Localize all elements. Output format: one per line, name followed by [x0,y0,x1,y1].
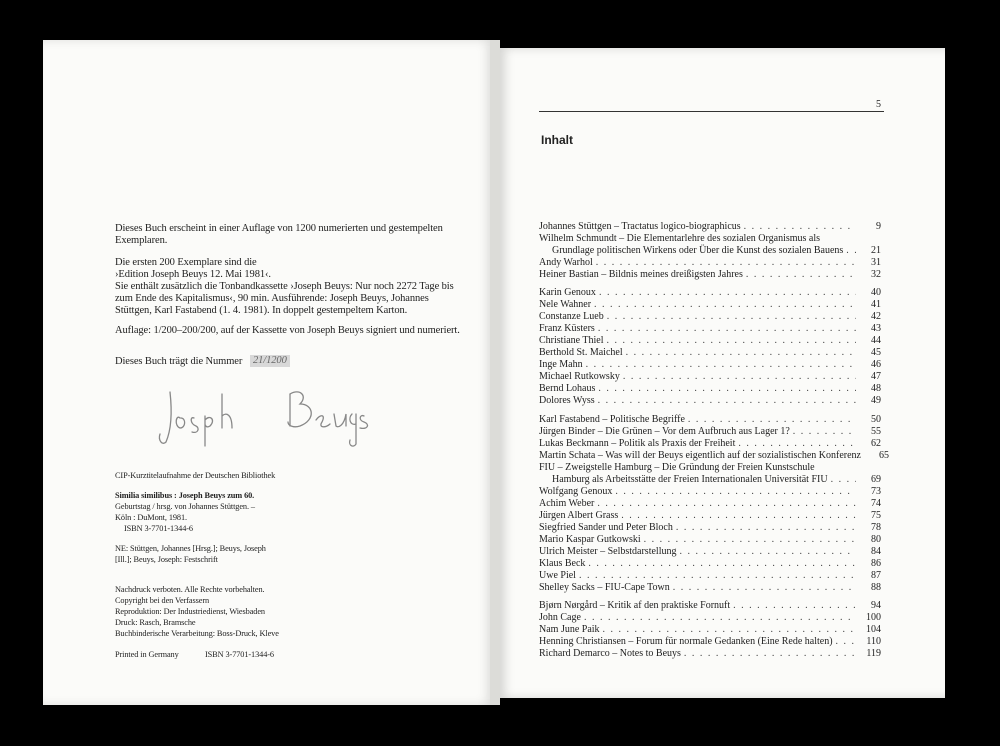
toc-entry-title: Heiner Bastian – Bildnis meines dreißigsten Jahres [539,269,743,280]
toc-leader-dots [676,522,856,534]
rights-line: Nachdruck verboten. Alle Rechte vorbehalten. [115,585,265,594]
toc-entry-line: Wilhelm Schmundt – Die Elementarlehre des sozialen Organismus als [539,233,821,244]
toc-entry-page: 32 [871,269,881,280]
toc-leader-dots [597,498,856,510]
edition-line: Sie enthält zusätzlich die Tonbandkassette ›Joseph Beuys: Nur noch 2272 Tage bis [115,281,454,292]
toc-entry-page: 78 [871,522,881,533]
toc-entry-title: Karl Fastabend – Politische Begriffe [539,414,685,425]
cip-line: Geburtstag / hrsg. von Johannes Stüttgen. – [115,502,255,511]
toc-entry [539,395,881,407]
toc-entry-page: 80 [871,534,881,545]
toc-leader-dots [744,221,856,233]
toc-entry-title: Richard Demarco – Notes to Beuys [539,648,681,659]
toc-entry-line: FIU – Zweigstelle Hamburg – Die Gründung der Freien Kunstschule [539,462,815,473]
toc-entry [539,287,881,299]
toc-entry [539,624,881,636]
toc-entry-page: 86 [871,558,881,569]
toc-entry [539,450,889,462]
toc-entry-page: 62 [871,438,881,449]
toc-entry [539,522,881,534]
toc-entry-title: Mario Kaspar Gutkowski [539,534,641,545]
toc-entry [552,474,881,486]
rights-line: Druck: Rasch, Bramsche [115,618,196,627]
toc-entry [539,299,881,311]
toc-leader-dots [623,371,856,383]
toc-entry-page: 75 [871,510,881,521]
rights-line: Copyright bei den Verfassern [115,596,210,605]
toc-leader-dots [615,486,856,498]
toc-entry [539,383,881,395]
toc-leader-dots [831,474,856,486]
toc-entry-title: Karin Genoux [539,287,596,298]
left-page [43,40,493,705]
rights-line: Reproduktion: Der Industriedienst, Wiesbaden [115,607,265,616]
toc-entry-title: Shelley Sacks – FIU-Cape Town [539,582,670,593]
toc-entry-title: Henning Christiansen – Forum für normale Gedanken (Eine Rede halten) [539,636,833,647]
toc-entry [539,269,881,281]
toc-leader-dots [846,245,856,257]
toc-entry [539,311,881,323]
toc-entry-page: 74 [871,498,881,509]
toc-leader-dots [679,546,856,558]
edition-line: Die ersten 200 Exemplare sind die [115,257,257,268]
toc-leader-dots [598,395,856,407]
toc-entry-title: Uwe Piel [539,570,576,581]
isbn: ISBN 3-7701-1344-6 [205,650,274,659]
toc-entry-title: Michael Rutkowsky [539,371,620,382]
toc-entry [539,335,881,347]
toc-entry [539,510,881,522]
toc-entry-title: Wolfgang Genoux [539,486,613,497]
toc-leader-dots [738,438,856,450]
toc-entry-title: Jürgen Albert Grass [539,510,619,521]
toc-entry-title: Ulrich Meister – Selbstdarstellung [539,546,677,557]
toc-leader-dots [599,287,856,299]
toc-entry-title: Bjørn Nørgård – Kritik af den praktiske Fornuft [539,600,731,611]
toc-entry [539,426,881,438]
toc-entry-title: Nele Wahner [539,299,592,310]
toc-entry-page: 21 [871,245,881,256]
toc-leader-dots [746,269,856,281]
toc-leader-dots [584,612,856,624]
toc-leader-dots [684,648,856,660]
toc-entry [539,221,881,233]
toc-leader-dots [673,582,856,594]
toc-entry-page: 31 [871,257,881,268]
page-number: 5 [876,99,881,110]
toc-entry-title: Franz Küsters [539,323,595,334]
toc-entry-title: Grundlage politischen Wirkens oder Über die Kunst des sozialen Bauens [552,245,844,256]
toc-entry-page: 119 [866,648,881,659]
toc-leader-dots [596,257,856,269]
toc-entry-page: 73 [871,486,881,497]
rights-line: Buchbinderische Verarbeitung: Boss-Druck, Kleve [115,629,279,638]
toc-leader-dots [688,414,856,426]
toc-entry [539,371,881,383]
edition-line: ›Edition Joseph Beuys 12. Mai 1981‹. [115,269,271,280]
toc-leader-dots [598,383,856,395]
toc-entry-page: 41 [871,299,881,310]
toc-entry-title: Jürgen Binder – Die Grünen – Vor dem Aufbruch aus Lager 1? [539,426,790,437]
cip-line: NE: Stüttgen, Johannes [Hrsg.]; Beuys, Joseph [115,544,266,553]
toc-entry [539,257,881,269]
book-gutter [490,40,500,705]
toc-leader-dots [598,323,856,335]
toc-entry-page: 87 [871,570,881,581]
toc-leader-dots [579,570,856,582]
toc-entry-title: Andy Warhol [539,257,593,268]
toc-leader-dots [733,600,856,612]
toc-entry-page: 49 [871,395,881,406]
toc-leader-dots [586,359,856,371]
edition-line: zum Ende des Kapitalismus‹, 90 min. Ausführende: Joseph Beuys, Johannes [115,293,429,304]
cip-line [115,491,254,502]
toc-entry-page: 43 [871,323,881,334]
header-rule [539,111,884,112]
cip-line: [Ill.]; Beuys, Joseph: Festschrift [115,555,218,564]
toc-entry-page: 45 [871,347,881,358]
book-number-stamp: 21/1200 [250,355,290,367]
printed-in: Printed in Germany [115,650,179,659]
toc-entry-page: 46 [871,359,881,370]
toc-leader-dots [607,335,856,347]
toc-leader-dots [626,347,856,359]
edition-line: Exemplaren. [115,235,168,246]
toc-entry-page: 48 [871,383,881,394]
toc-entry-title: Inge Mahn [539,359,583,370]
toc-entry-title: Klaus Beck [539,558,586,569]
toc-entry-title: John Cage [539,612,581,623]
edition-line: Auflage: 1/200–200/200, auf der Kassette von Joseph Beuys signiert und numeriert. [115,325,460,336]
toc-entry-page: 65 [878,450,889,461]
toc-entry [539,558,881,570]
toc-entry-page: 40 [871,287,881,298]
toc-entry [539,323,881,335]
toc-leader-dots [603,624,856,636]
signature [150,380,390,450]
toc-entry [539,359,881,371]
toc-entry [539,498,881,510]
toc-entry-page: 94 [871,600,881,611]
toc-entry [539,612,881,624]
toc-leader-dots [594,299,856,311]
toc-entry-title: Dolores Wyss [539,395,595,406]
toc-entry [539,648,881,660]
toc-leader-dots [836,636,856,648]
toc-entry [539,636,881,648]
toc-entry [552,245,881,257]
toc-entry [539,600,881,612]
toc-entry [539,438,881,450]
toc-entry-page: 42 [871,311,881,322]
toc-leader-dots [621,510,856,522]
toc-leader-dots [644,534,856,546]
toc-entry-title: Nam June Paik [539,624,600,635]
toc-entry [539,486,881,498]
toc-entry-title: Martin Schata – Was will der Beuys eigentlich auf der sozialistischen Konferenz [539,450,861,461]
cip-heading: CIP-Kurztitelaufnahme der Deutschen Bibliothek [115,471,276,480]
book-number-label: Dieses Buch trägt die Nummer [115,356,243,367]
cip-isbn: ISBN 3-7701-1344-6 [124,524,193,533]
toc-entry-page: 100 [866,612,881,623]
toc-entry-page: 55 [871,426,881,437]
toc-entry [539,546,881,558]
toc-entry [539,347,881,359]
cip-title: Similia similibus : Joseph Beuys zum 60. [115,491,255,500]
toc-entry-title: Achim Weber [539,498,595,509]
toc-entry-page: 84 [871,546,881,557]
toc-entry-title: Bernd Lohaus [539,383,596,394]
toc-entry-title: Christiane Thiel [539,335,604,346]
toc-entry-title: Constanze Lueb [539,311,604,322]
toc-entry [539,414,881,426]
toc-entry-page: 47 [871,371,881,382]
toc-leader-dots [588,558,856,570]
toc-entry-page: 50 [871,414,881,425]
toc-entry-title: Hamburg als Arbeitsstätte der Freien Internationalen Universität FIU [552,474,828,485]
toc-heading: Inhalt [541,133,573,147]
toc-entry-title: Lukas Beckmann – Politik als Praxis der Freiheit [539,438,736,449]
toc-entry-title: Siegfried Sander und Peter Bloch [539,522,673,533]
toc-entry-page: 69 [871,474,881,485]
edition-line: Dieses Buch erscheint in einer Auflage von 1200 numerierten und gestempelten [115,223,443,234]
toc-entry-page: 9 [876,221,881,232]
toc-entry-page: 88 [871,582,881,593]
toc-entry [539,570,881,582]
toc-entry [539,534,881,546]
toc-leader-dots [607,311,856,323]
toc-entry-title: Johannes Stüttgen – Tractatus logico-biographicus [539,221,741,232]
toc-entry-page: 110 [866,636,881,647]
toc-entry-page: 104 [866,624,881,635]
toc-entry-page: 44 [871,335,881,346]
toc-entry [539,582,881,594]
toc-leader-dots [793,426,856,438]
toc-entry-title: Berthold St. Maichel [539,347,623,358]
cip-line: Köln : DuMont, 1981. [115,513,187,522]
edition-line: Stüttgen, Karl Fastabend (1. 4. 1981). In doppelt gestempeltem Karton. [115,305,408,316]
